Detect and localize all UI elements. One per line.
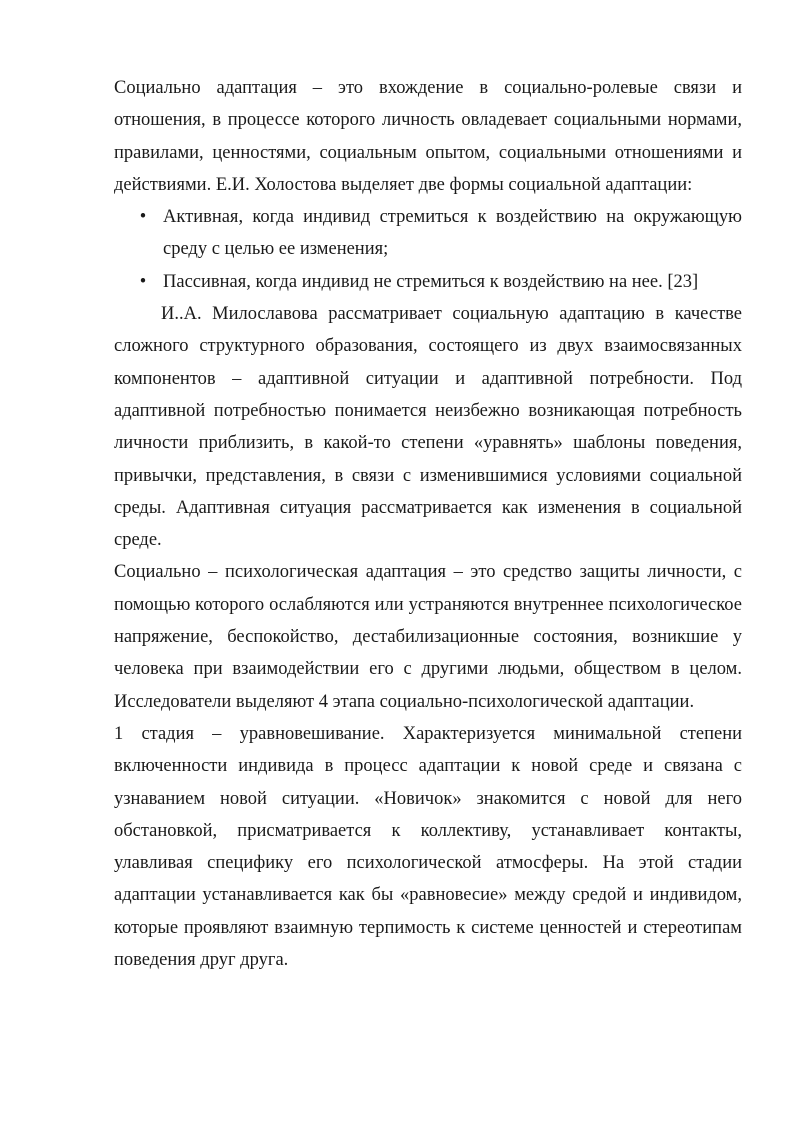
list-item-text: Активная, когда индивид стремиться к воздействию на окружающую среду с целью ее изменения; xyxy=(163,207,742,260)
paragraph-miloslavova: И..А. Милославова рассматривает социальную адаптацию в качестве сложного структурного образования, состоящего из двух взаимосвязанных компонентов – адаптивной ситуации и адаптивной потребности. Под адаптивной потребностью понимается неизбежно возникающая потребность личности приблизить, в какой-то степени «уравнять» шаблоны поведения, привычки, представления, в связи с изменившимися условиями социальной среды. Адаптивная ситуация рассматривается как изменения в социальной среде. xyxy=(114,304,742,551)
paragraph-stage-one: 1 стадия – уравновешивание. Характеризуется минимальной степени включенности индивида в процесс адаптации к новой среде и связана с узнаванием новой ситуации. «Новичок» знакомится с новой для него обстановкой, присматривается к коллективу, устанавливает контакты, улавливая специфику его психологической атмосферы. На этой стадии адаптации устанавливается как бы «равновесие» между средой и индивидом, которые проявляют взаимную терпимость к системе ценностей и стереотипам поведения друг друга. xyxy=(114,723,742,971)
list-item-passive xyxy=(114,266,742,298)
paragraph-psychological-adaptation: Социально – психологическая адаптация – это средство защиты личности, с помощью которого ослабляются или устраняются внутреннее психологическое напряжение, беспокойство, дестабилизационные состояния, возникшие у человека при взаимодействии его с другими людьми, обществом в целом. Исследователи выделяют 4 этапа социально-психологической адаптации. xyxy=(114,562,742,712)
bullet-icon: • xyxy=(139,207,147,228)
document-page xyxy=(114,72,742,976)
paragraph-social-adaptation: Социально адаптация – это вхождение в социально-ролевые связи и отношения, в процессе которого личность овладевает социальными нормами, правилами, ценностями, социальным опытом, социальными отношениями и действиями. Е.И. Холостова выделяет две формы социальной адаптации: xyxy=(114,78,742,195)
bullet-icon: • xyxy=(139,271,147,292)
list-item-active xyxy=(114,201,742,266)
list-item-text: Пассивная, когда индивид не стремиться к воздействию на нее. [23] xyxy=(163,271,699,292)
adaptation-forms-list xyxy=(114,201,742,298)
